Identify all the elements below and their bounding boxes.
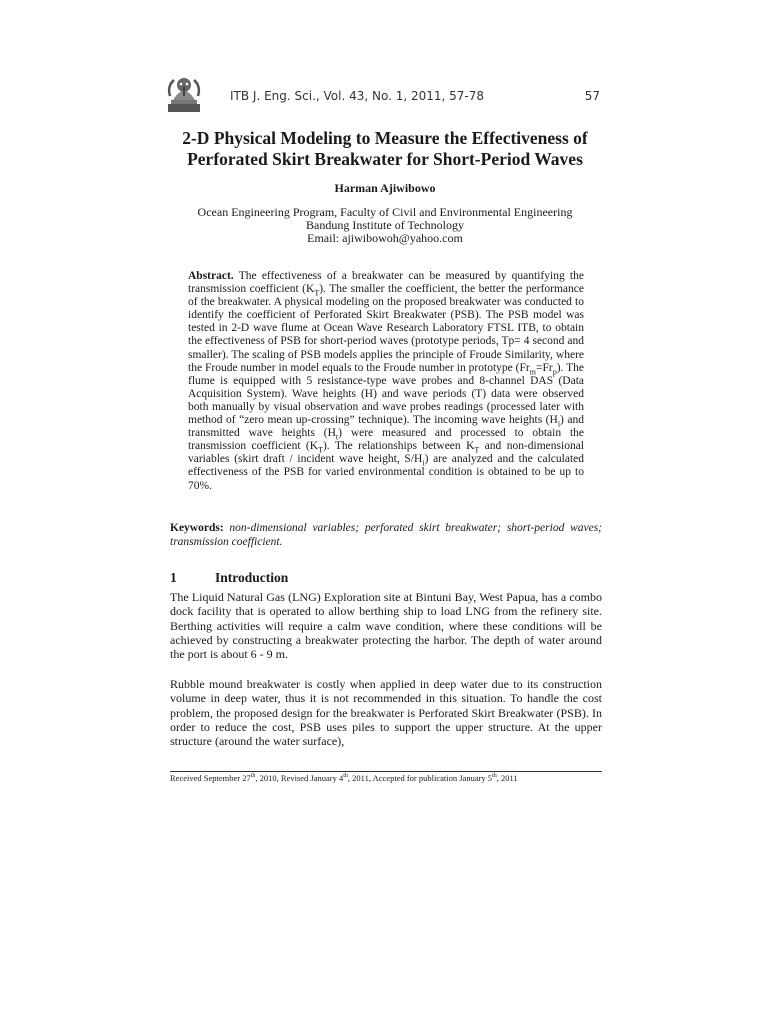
intro-paragraph-1: The Liquid Natural Gas (LNG) Exploration site at Bintuni Bay, West Papua, has a combo dock facility that is operated to allow berthing ship to load LNG from the refinery site. Berthing activities will require a calm wave condition, where these conditions will be achieved by constructing a breakwater protecting the harbor. The depth of water around the port is about 6 - 9 m.: [170, 590, 602, 662]
received-dates-footnote: [170, 773, 602, 783]
abstract-text: ). The smaller the coefficient, the better the performance of the breakwater. A physical modeling on the proposed breakwater was conducted to identify the coefficient of Perforated Skirt Breakwater (PSB). The PSB model was tested in 2-D wave flume at Ocean Wave Research Laboratory FTSL ITB, to obtain the effectiveness of PSB for short-period waves (prototype periods, Tp= 4 second and smaller). The scaling of PSB models applies the principle of Froude Similarity, where the Froude number in model equals to the Froude number in prototype (Fr: [188, 283, 584, 374]
subscript: T: [318, 445, 323, 455]
abstract-text: ). The relationships between K: [322, 440, 475, 453]
abstract-text: The effectiveness of a breakwater can be measured by quantifying the transmission coefficient (K: [188, 270, 584, 296]
itb-ganesha-logo-icon: [166, 74, 202, 114]
subscript: p: [552, 366, 557, 376]
superscript: th: [343, 773, 348, 780]
abstract-text: and non-dimensional variables (skirt draft / incident wave height, S/H: [188, 440, 584, 466]
subscript: T: [474, 445, 480, 455]
paper-title: [168, 128, 602, 170]
subscript: T: [314, 288, 320, 298]
keywords-text: non-dimensional variables; perforated skirt breakwater; short-period waves; transmission coefficient.: [170, 522, 602, 548]
title-line-2: Perforated Skirt Breakwater for Short-Period Waves: [187, 149, 583, 169]
page-number: 57: [584, 89, 600, 103]
subscript: m: [529, 366, 536, 376]
footnote-text: , 2011, Accepted for publication January 5: [347, 773, 493, 783]
footnote-divider: [170, 771, 602, 772]
abstract-text: ) are analyzed and the calculated effectiveness of the PSB for varied environmental condition is obtained to be up to 70%.: [188, 453, 584, 492]
affiliation: [168, 206, 602, 245]
subscript: t: [335, 432, 339, 442]
abstract-text: ). The flume is equipped with 5 resistance-type wave probes and 8-channel DAS (Data Acquisition System). Wave heights (H) and wave periods (T) data were observed both manually by visual observation and wave probes readings (processed later with method of “zero mean up-crossing” technique). The incoming wave heights (H: [188, 361, 584, 427]
footnote-text: , 2011: [496, 773, 518, 783]
keywords-label: Keywords:: [170, 522, 224, 534]
footnote-text: , 2010, Revised January 4: [255, 773, 344, 783]
affiliation-line-1: Ocean Engineering Program, Faculty of Civil and Environmental Engineering: [197, 205, 573, 219]
page-header: [166, 74, 600, 118]
subscript: i: [557, 419, 561, 429]
superscript: th: [250, 773, 256, 780]
section-heading: [170, 570, 602, 586]
section-number: 1: [170, 570, 177, 585]
abstract-label: Abstract.: [188, 270, 234, 282]
section-title: Introduction: [215, 570, 289, 585]
footnote-text: Received September 27: [170, 773, 251, 783]
affiliation-line-2: Bandung Institute of Technology: [306, 218, 464, 232]
affiliation-email: Email: ajiwibowoh@yahoo.com: [307, 231, 463, 245]
intro-paragraph-2: Rubble mound breakwater is costly when applied in deep water due to its construction volume in deep water, thus it is not recommended in this situation. To handle the cost problem, the proposed design for the breakwater is Perforated Skirt Breakwater (PSB). In order to reduce the cost, PSB uses piles to support the upper structure. At the upper structure (around the water surface),: [170, 677, 602, 749]
running-head: ITB J. Eng. Sci., Vol. 43, No. 1, 2011, 57-78: [230, 89, 485, 103]
title-line-1: 2-D Physical Modeling to Measure the Effectiveness of: [182, 128, 588, 148]
keywords: [170, 521, 602, 549]
abstract: [188, 270, 584, 493]
superscript: th: [492, 773, 497, 780]
abstract-text: ) and transmitted wave heights (H: [188, 414, 584, 440]
subscript: i: [422, 458, 425, 468]
author-name: Harman Ajiwibowo: [334, 181, 436, 195]
abstract-text: =Fr: [535, 361, 553, 374]
abstract-text: ) were measured and processed to obtain the transmission coefficient (K: [188, 427, 585, 453]
